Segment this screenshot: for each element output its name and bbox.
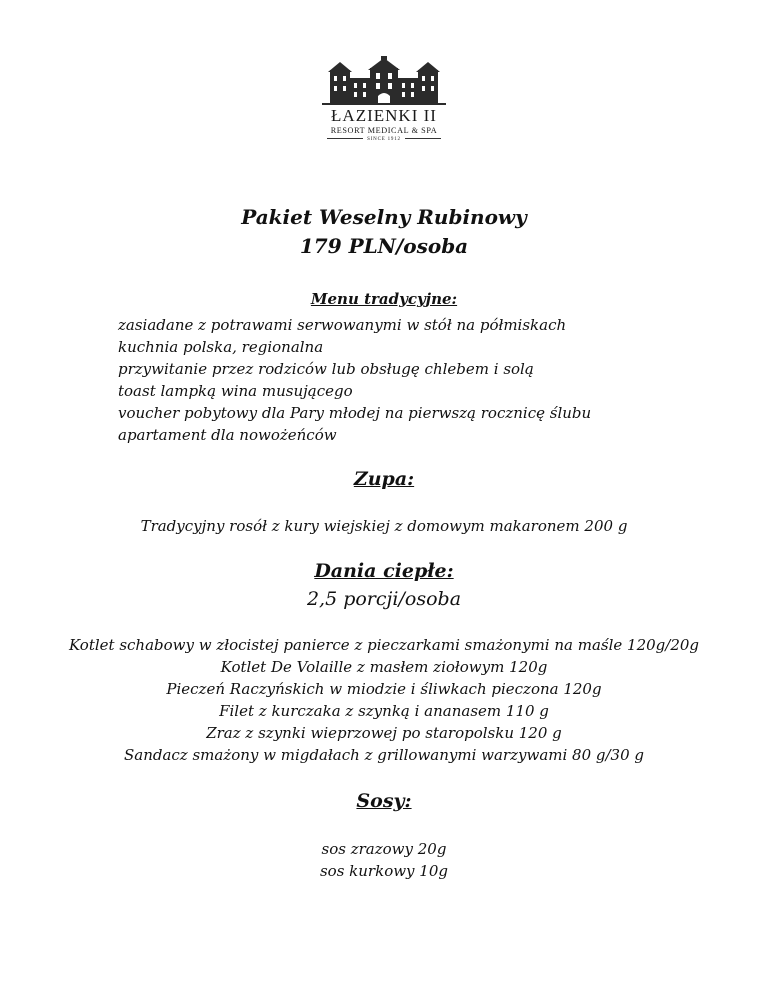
package-price: 179 PLN/osoba: [299, 234, 469, 258]
list-item: Pieczeń Raczyńskich w miodzie i śliwkach pieczona 120g: [166, 680, 602, 698]
logo-since-text: SINCE 1912: [367, 137, 401, 142]
package-title: Pakiet Weselny Rubinowy: [241, 205, 527, 229]
soup-heading: Zupa:: [353, 468, 415, 490]
hot-dishes-list: [0, 634, 768, 766]
hot-dishes-note: 2,5 porcji/osoba: [306, 588, 462, 610]
list-item: przywitanie przez rodziców lub obsługę chlebem i solą: [118, 360, 534, 378]
logo-subtitle: RESORT MEDICAL & SPA: [330, 126, 438, 135]
list-item: toast lampką wina musującego: [118, 382, 353, 400]
logo-since: [318, 137, 450, 142]
list-item: kuchnia polska, regionalna: [118, 338, 324, 356]
sauces-list: [0, 838, 768, 882]
castle-icon: [318, 56, 450, 106]
sauces-heading: Sosy:: [356, 790, 412, 812]
list-item: apartament dla nowożeńców: [118, 426, 337, 444]
list-item: Kotlet schabowy w złocistej panierce z pieczarkami smażonymi na maśle 120g/20g: [68, 636, 700, 654]
menu-list: [118, 314, 591, 446]
list-item: Zraz z szynki wieprzowej po staropolsku 120 g: [206, 724, 562, 742]
list-item: sos kurkowy 10g: [319, 862, 448, 880]
list-item: Sandacz smażony w migdałach z grillowanymi warzywami 80 g/30 g: [123, 746, 645, 764]
list-item: Filet z kurczaka z szynką i ananasem 110 g: [219, 702, 549, 720]
logo-name: ŁAZIENKI II: [331, 106, 437, 125]
list-item: sos zrazowy 20g: [321, 840, 447, 858]
list-item: Tradycyjny rosół z kury wiejskiej z domowym makaronem 200 g: [140, 517, 628, 535]
hot-dishes-heading: Dania ciepłe:: [314, 560, 454, 582]
soup-list: [0, 515, 768, 537]
resort-logo: [318, 56, 450, 152]
list-item: zasiadane z potrawami serwowanymi w stół na półmiskach: [118, 316, 567, 334]
list-item: Kotlet De Volaille z masłem ziołowym 120g: [220, 658, 548, 676]
list-item: voucher pobytowy dla Pary młodej na pierwszą rocznicę ślubu: [118, 404, 592, 422]
menu-heading: Menu tradycyjne:: [310, 290, 458, 308]
